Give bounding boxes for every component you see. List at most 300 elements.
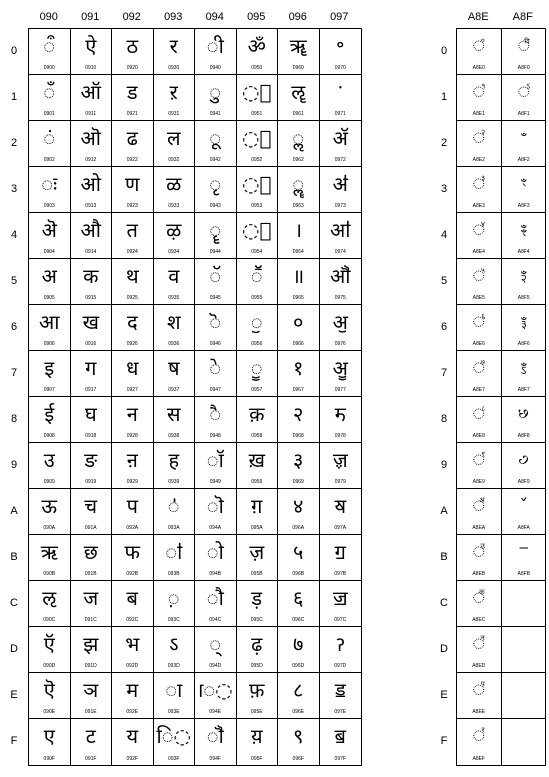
- code-point-label: 0968: [292, 433, 304, 439]
- code-point-label: 0958: [251, 433, 263, 439]
- main_table-grid: [28, 28, 362, 766]
- character-glyph: ◌꣤: [472, 221, 485, 239]
- row-header: 4: [10, 229, 18, 241]
- code-point-label: 0943: [209, 203, 221, 209]
- code-point-label: 092B: [126, 571, 139, 577]
- chart-cell: [29, 351, 71, 397]
- chart-cell: [502, 213, 547, 259]
- code-point-label: 0916: [85, 341, 97, 347]
- code-point-label: 0917: [85, 387, 97, 393]
- code-point-label: 096F: [292, 756, 304, 762]
- code-point-label: A8F0: [517, 65, 530, 71]
- character-glyph: ꣸: [518, 405, 529, 423]
- code-point-label: 0977: [334, 387, 346, 393]
- chart-cell: [154, 29, 196, 75]
- code-point-label: 0923: [126, 203, 138, 209]
- code-point-label: 097D: [334, 663, 347, 669]
- chart-cell: [278, 581, 320, 627]
- character-glyph: भ: [125, 632, 140, 656]
- row-header: 6: [10, 321, 18, 333]
- character-glyph: ◌्: [209, 632, 222, 656]
- code-point-label: A8E6: [472, 341, 485, 347]
- chart-cell: [278, 443, 320, 489]
- chart-cell: [237, 213, 279, 259]
- row-header: 5: [440, 275, 448, 287]
- code-point-label: 0924: [126, 249, 138, 255]
- character-glyph: ◌꣰: [517, 37, 530, 55]
- character-glyph: ऴ: [166, 218, 182, 242]
- chart-cell: [237, 535, 279, 581]
- chart-cell: [71, 673, 113, 719]
- character-glyph: ꣴ: [520, 221, 527, 239]
- chart-cell: [502, 719, 547, 765]
- row-header: 7: [440, 367, 448, 379]
- chart-cell: [502, 673, 547, 719]
- character-glyph: ध: [126, 356, 139, 380]
- row-header: C: [440, 597, 448, 609]
- code-point-label: A8EB: [472, 571, 486, 577]
- chart-cell: [195, 627, 237, 673]
- code-point-label: 096D: [292, 663, 305, 669]
- character-glyph: ऍ: [43, 632, 55, 656]
- code-point-label: 0942: [209, 157, 221, 163]
- row-header: A: [10, 505, 18, 517]
- character-glyph: ऽ: [169, 632, 179, 656]
- code-point-label: 097E: [334, 709, 347, 715]
- row-header: 2: [440, 137, 448, 149]
- code-point-label: A8E9: [472, 479, 485, 485]
- code-point-label: 0963: [292, 203, 304, 209]
- row-header: B: [10, 551, 18, 563]
- code-point-label: 094A: [209, 525, 222, 531]
- character-glyph: ॺ: [334, 494, 347, 518]
- character-glyph: ◌ॊ: [206, 494, 224, 518]
- chart-cell: [71, 719, 113, 765]
- code-point-label: 0946: [209, 341, 221, 347]
- chart-cell: [278, 719, 320, 765]
- character-glyph: ◌꣥: [472, 267, 485, 285]
- chart-cell: [195, 75, 237, 121]
- code-point-label: 0969: [292, 479, 304, 485]
- chart-cell: [195, 535, 237, 581]
- character-glyph: ◌꣡: [472, 83, 485, 101]
- character-glyph: ढ़: [251, 632, 263, 656]
- character-glyph: ऎ: [43, 678, 55, 702]
- character-glyph: ।: [294, 218, 303, 242]
- chart-cell: [195, 581, 237, 627]
- code-point-label: 090A: [43, 525, 56, 531]
- character-glyph: ३: [293, 448, 304, 472]
- code-point-label: 0964: [292, 249, 304, 255]
- code-point-label: 092A: [126, 525, 139, 531]
- row-header: 8: [10, 413, 18, 425]
- chart-cell: [71, 75, 113, 121]
- chart-cell: [502, 535, 547, 581]
- chart-cell: [154, 673, 196, 719]
- chart-cell: [320, 167, 362, 213]
- character-glyph: २: [293, 402, 304, 426]
- character-glyph: ◌ँ: [43, 80, 56, 104]
- character-glyph: ◌ॕ: [250, 264, 263, 288]
- code-point-label: 0955: [251, 295, 263, 301]
- character-glyph: ◌꣨: [472, 405, 485, 423]
- chart-cell: [112, 535, 154, 581]
- code-point-label: 091C: [84, 617, 97, 623]
- character-glyph: फ़: [249, 678, 265, 702]
- code-point-label: 092E: [126, 709, 139, 715]
- character-glyph: ड़: [251, 586, 263, 610]
- code-point-label: 091F: [85, 756, 97, 762]
- chart-cell: [71, 627, 113, 673]
- code-point-label: 0902: [43, 157, 55, 163]
- chart-cell: [29, 397, 71, 443]
- code-point-label: 0913: [85, 203, 97, 209]
- chart-cell: [457, 213, 502, 259]
- character-glyph: ॿ: [334, 724, 346, 748]
- code-point-label: A8E4: [472, 249, 485, 255]
- chart-cell: [237, 443, 279, 489]
- chart-cell: [71, 29, 113, 75]
- chart-cell: [112, 581, 154, 627]
- row-header: A: [440, 505, 448, 517]
- character-glyph: ग़: [251, 494, 263, 518]
- code-point-label: 0953: [251, 203, 263, 209]
- chart-cell: [502, 627, 547, 673]
- character-glyph: श: [166, 310, 181, 334]
- character-glyph: ꣲ: [520, 129, 527, 147]
- chart-cell: [457, 673, 502, 719]
- code-point-label: 092F: [126, 756, 138, 762]
- character-glyph: ऩ: [126, 448, 138, 472]
- code-point-label: 0920: [126, 65, 138, 71]
- chart-cell: [457, 121, 502, 167]
- character-glyph: ऋ: [40, 540, 58, 564]
- chart-cell: [457, 305, 502, 351]
- character-glyph: ऀ: [43, 34, 56, 58]
- character-glyph: ◌॔: [242, 218, 272, 242]
- chart-cell: [112, 397, 154, 443]
- character-glyph: ञ: [83, 678, 99, 702]
- character-glyph: छ: [83, 540, 98, 564]
- character-glyph: औ: [80, 218, 101, 242]
- code-point-label: 0915: [85, 295, 97, 301]
- chart-cell: [237, 397, 279, 443]
- code-point-label: 0926: [126, 341, 138, 347]
- chart-cell: [154, 121, 196, 167]
- chart-cell: [502, 397, 547, 443]
- character-glyph: ए: [43, 724, 55, 748]
- chart-cell: [278, 489, 320, 535]
- character-glyph: ꣶ: [520, 313, 527, 331]
- character-glyph: ॲ: [332, 126, 348, 150]
- chart-cell: [320, 535, 362, 581]
- code-point-label: 0947: [209, 387, 221, 393]
- chart-cell: [278, 75, 320, 121]
- code-point-label: 091A: [84, 525, 97, 531]
- character-glyph: ॷ: [332, 356, 348, 380]
- chart-cell: [154, 213, 196, 259]
- chart-cell: [71, 397, 113, 443]
- chart-cell: [237, 121, 279, 167]
- column-header: 095: [247, 11, 266, 23]
- code-point-label: 096C: [292, 617, 305, 623]
- character-glyph: ढ: [126, 126, 138, 150]
- chart-cell: [457, 627, 502, 673]
- code-point-label: 095C: [250, 617, 263, 623]
- chart-cell: [154, 351, 196, 397]
- chart-cell: [320, 213, 362, 259]
- character-glyph: ऌ: [42, 586, 57, 610]
- code-point-label: A8EE: [472, 709, 486, 715]
- code-point-label: 0970: [334, 65, 346, 71]
- code-point-label: 094C: [209, 617, 222, 623]
- chart-cell: [29, 535, 71, 581]
- character-glyph: प: [126, 494, 138, 518]
- code-point-label: 091D: [84, 663, 97, 669]
- code-point-label: 090E: [43, 709, 56, 715]
- code-point-label: 0932: [168, 157, 180, 163]
- chart-cell: [320, 443, 362, 489]
- chart-cell: [320, 581, 362, 627]
- chart-cell: [278, 213, 320, 259]
- code-point-label: 090F: [43, 756, 55, 762]
- row-header: E: [440, 689, 448, 701]
- code-point-label: A8E8: [472, 433, 485, 439]
- chart-cell: [154, 167, 196, 213]
- chart-cell: [154, 627, 196, 673]
- character-glyph: ◌꣦: [472, 313, 485, 331]
- code-point-label: 0904: [43, 249, 55, 255]
- chart-cell: [502, 443, 547, 489]
- chart-cell: [457, 443, 502, 489]
- character-glyph: ॶ: [332, 310, 348, 334]
- code-point-label: 095D: [250, 663, 263, 669]
- code-point-label: 094E: [209, 709, 222, 715]
- code-point-label: 0966: [292, 341, 304, 347]
- chart-cell: [237, 627, 279, 673]
- row-header: C: [10, 597, 18, 609]
- character-glyph: ꣹: [518, 451, 529, 469]
- character-glyph: [502, 491, 547, 521]
- chart-cell: [502, 121, 547, 167]
- character-glyph: ◌꣢: [472, 129, 485, 147]
- chart-cell: [71, 581, 113, 627]
- chart-cell: [71, 213, 113, 259]
- code-point-label: 090B: [43, 571, 56, 577]
- code-point-label: 0974: [334, 249, 346, 255]
- character-glyph: ६: [293, 586, 304, 610]
- chart-cell: [154, 259, 196, 305]
- character-glyph: ◌ः: [41, 172, 58, 196]
- code-point-label: 090C: [43, 617, 56, 623]
- character-glyph: ◌़: [167, 586, 180, 610]
- character-glyph: क: [83, 264, 99, 288]
- chart-cell: [320, 29, 362, 75]
- character-glyph: ८: [293, 678, 304, 702]
- code-point-label: 093D: [167, 663, 180, 669]
- character-glyph: ट: [85, 724, 96, 748]
- code-point-label: 094F: [209, 756, 221, 762]
- code-point-label: 0911: [85, 111, 97, 117]
- code-point-label: 0908: [43, 433, 55, 439]
- chart-cell: [320, 305, 362, 351]
- character-glyph: ◌꣮: [472, 681, 485, 699]
- character-glyph: ह: [168, 448, 180, 472]
- character-glyph: ॡ: [291, 80, 306, 104]
- character-glyph: ड: [126, 80, 138, 104]
- code-point-label: 0925: [126, 295, 138, 301]
- chart-cell: [457, 535, 502, 581]
- chart-cell: [278, 627, 320, 673]
- code-point-label: 0906: [43, 341, 55, 347]
- chart-cell: [457, 259, 502, 305]
- chart-cell: [320, 627, 362, 673]
- code-point-label: 093E: [167, 709, 180, 715]
- chart-cell: [154, 719, 196, 765]
- code-point-label: 093F: [168, 756, 180, 762]
- chart-cell: [71, 443, 113, 489]
- chart-cell: [112, 75, 154, 121]
- chart-cell: [195, 719, 237, 765]
- character-glyph: ५: [293, 540, 304, 564]
- character-glyph: ◌॑: [242, 80, 272, 104]
- character-glyph: ◌꣩: [472, 451, 485, 469]
- character-glyph: ऊ: [41, 494, 58, 518]
- character-glyph: ◌꣭: [472, 635, 485, 653]
- code-point-label: 0933: [168, 203, 180, 209]
- code-point-label: 0961: [292, 111, 304, 117]
- code-point-label: A8E5: [472, 295, 485, 301]
- code-point-label: 0950: [251, 65, 263, 71]
- chart-cell: [237, 75, 279, 121]
- code-point-label: 0939: [168, 479, 180, 485]
- code-point-label: 0951: [251, 111, 263, 117]
- character-glyph: ज़: [249, 540, 265, 564]
- chart-cell: [195, 351, 237, 397]
- code-point-label: 095F: [251, 756, 263, 762]
- character-glyph: ◌꣪: [472, 497, 485, 515]
- code-point-label: A8F9: [517, 479, 530, 485]
- chart-cell: [278, 259, 320, 305]
- character-glyph: ◌ऻ: [165, 540, 183, 564]
- row-header: 7: [10, 367, 18, 379]
- character-glyph: ॠ: [289, 34, 307, 58]
- column-header: A8F: [512, 11, 533, 23]
- character-glyph: ि◌: [156, 724, 191, 748]
- row-header: 0: [440, 45, 448, 57]
- character-glyph: ◌꣠: [472, 37, 485, 55]
- row-header: 9: [10, 459, 18, 471]
- chart-cell: [112, 351, 154, 397]
- character-glyph: ◌ॆ: [209, 310, 222, 334]
- character-glyph: ई: [44, 402, 55, 426]
- code-point-label: A8E3: [472, 203, 485, 209]
- chart-cell: [320, 75, 362, 121]
- chart-cell: [237, 489, 279, 535]
- character-glyph: व: [168, 264, 180, 288]
- chart-cell: [502, 581, 547, 627]
- column-header: 091: [81, 11, 100, 23]
- character-glyph: ठ: [126, 34, 139, 58]
- code-point-label: 0910: [85, 65, 97, 71]
- code-point-label: 0901: [43, 111, 55, 117]
- code-point-label: 0948: [209, 433, 221, 439]
- chart-cell: [278, 397, 320, 443]
- character-glyph: घ: [84, 402, 97, 426]
- code-point-label: 0900: [43, 65, 55, 71]
- character-glyph: ◌ं: [43, 126, 56, 150]
- chart-cell: [71, 351, 113, 397]
- chart-cell: [457, 719, 502, 765]
- code-point-label: A8E7: [472, 387, 485, 393]
- chart-cell: [502, 75, 547, 121]
- code-point-label: 0922: [126, 157, 138, 163]
- chart-cell: [278, 167, 320, 213]
- character-glyph: ल: [166, 126, 181, 150]
- chart-cell: [457, 167, 502, 213]
- chart-cell: [29, 213, 71, 259]
- code-point-label: A8ED: [472, 663, 486, 669]
- code-point-label: 0965: [292, 295, 304, 301]
- character-glyph: ॹ: [332, 448, 348, 472]
- chart-cell: [237, 351, 279, 397]
- code-point-label: 0928: [126, 433, 138, 439]
- code-point-label: 0919: [85, 479, 97, 485]
- character-glyph: त: [126, 218, 138, 242]
- code-point-label: 0972: [334, 157, 346, 163]
- character-glyph: ॴ: [330, 218, 351, 242]
- code-point-label: A8F8: [517, 433, 530, 439]
- character-glyph: ◌॓: [242, 172, 272, 196]
- code-point-label: 092C: [126, 617, 139, 623]
- character-glyph: ◌꣯: [472, 727, 485, 745]
- code-point-label: A8E2: [472, 157, 485, 163]
- character-glyph: इ: [44, 356, 55, 380]
- character-glyph: ◌꣫: [472, 543, 485, 561]
- character-glyph: ब: [126, 586, 138, 610]
- code-point-label: 096A: [292, 525, 305, 531]
- chart-cell: [195, 121, 237, 167]
- code-point-label: A8E1: [472, 111, 485, 117]
- column-header: 092: [122, 11, 141, 23]
- character-glyph: ◌ॉ: [206, 448, 224, 472]
- chart-cell: [237, 581, 279, 627]
- row-header: 2: [10, 137, 18, 149]
- chart-cell: [154, 535, 196, 581]
- character-glyph: ◌ै: [209, 402, 222, 426]
- code-point-label: A8FB: [517, 571, 530, 577]
- character-glyph: ◌ॣ: [292, 172, 305, 196]
- chart-cell: [278, 351, 320, 397]
- character-glyph: ◌ॢ: [292, 126, 305, 150]
- character-glyph: ॱ: [337, 80, 344, 104]
- chart-cell: [195, 443, 237, 489]
- character-glyph: ◌ॖ: [250, 310, 263, 334]
- chart-cell: [154, 397, 196, 443]
- chart-cell: [457, 351, 502, 397]
- character-glyph: स: [166, 402, 181, 426]
- code-point-label: 0957: [251, 387, 263, 393]
- code-point-label: A8F3: [517, 203, 530, 209]
- column-header: 093: [164, 11, 183, 23]
- character-glyph: आ: [39, 310, 60, 334]
- code-point-label: A8FA: [517, 525, 530, 531]
- column-header: 097: [330, 11, 349, 23]
- character-glyph: ॵ: [330, 264, 351, 288]
- character-glyph: ०: [293, 310, 304, 334]
- chart-cell: [195, 305, 237, 351]
- character-glyph: ङ: [84, 448, 98, 472]
